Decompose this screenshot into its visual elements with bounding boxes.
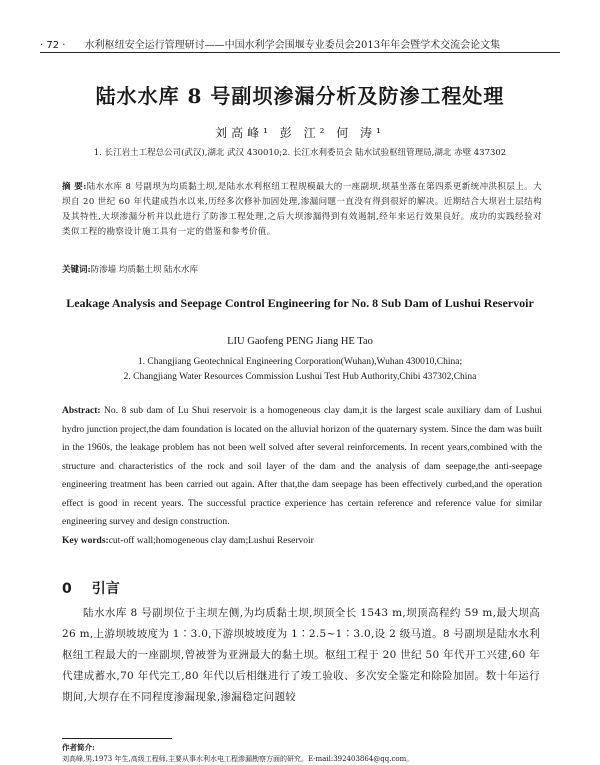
running-header <box>40 36 560 51</box>
header-rule <box>40 52 560 53</box>
abstract-en-text: No. 8 sub dam of Lu Shui reservoir is a homogeneous clay dam,it is the largest scale auxiliary dam of Lushui hydro junction project,the dam foundation is located on the alluvial horizon of the quaternary system. Since the dam was built in the 1960s, the leakage problem has not been well solved after several reinforcements. In recent years,combined with the structure and characteristics of the rock and soil layer of the dam and the analysis of dam seepage,the anti-seepage engineering treatment has been carried out again. After that,the dam seepage has been effectively curbed,and the operation effect is good in recent years. The successful practice experience has certain reference and reference value for similar engineering survey and design construction. <box>62 406 543 527</box>
keywords-en-text: cut-off wall;homogeneous clay dam;Lushui Reservoir <box>108 536 314 546</box>
section-heading <box>62 578 120 598</box>
affiliation-en-1: 1. Changjiang Geotechnical Engineering Corporation(Wuhan),Wuhan 430010,China; <box>137 357 463 367</box>
body-paragraph: 陆水水库 8 号副坝位于主坝左侧,为均质黏土坝,坝顶全长 1543 m,坝顶高程约 59 m,最大坝高 26 m,上游坝坡坡度为 1∶3.0,下游坝坡坡度为 1∶2.5~1∶3.0,设 2 级马道。8 号副坝是陆水水利枢纽工程最大的一座副坝,曾被誉为亚洲最大的黏土坝。枢纽工程于 20 世纪 50 年代开工兴建,60 年代建成蓄水,70 年代完工,80 年代以后相继进行了竣工验收、多次安全鉴定和除险加固。数十年运行期间,大坝存在不同程度渗漏现象,渗漏稳定问题较 <box>62 607 540 703</box>
authors-en: LIU Gaofeng PENG Jiang HE Tao <box>227 336 373 347</box>
abstract-en <box>62 402 542 532</box>
footnote-text: 刘高峰,男,1973 年生,高级工程师,主要从事水利水电工程渗漏勘察方面的研究。E-mail:392403864@qq.com。 <box>62 755 414 763</box>
abstract-cn-label: 摘 要: <box>62 182 87 192</box>
abstract-cn-text: 陆水水库 8 号副坝为均质黏土坝,是陆水水利枢纽工程规模最大的一座副坝,坝基坐落在第四系更新统冲洪积层上。大坝自 20 世纪 60 年代建成挡水以来,历经多次修补加固处理,渗漏问题一直没有得到很好的解决。近期结合大坝岩土层结构及其特性,大坝渗漏分析并以此进行了防渗工程处理,之后大坝渗漏得到有效遏制,经年来运行效果良好。成功的实践经验对类似工程的勘察设计施工具有一定的借鉴和参考价值。 <box>62 182 542 237</box>
abstract-en-label: Abstract: <box>62 406 101 416</box>
page-number: · 72 · <box>40 40 66 51</box>
footnote-label: 作者简介: <box>62 743 95 752</box>
keywords-cn-text: 防渗墙 均质黏土坝 陆水水库 <box>90 265 199 275</box>
running-title: 水利枢纽安全运行管理研讨——中国水利学会围堰专业委员会2013年年会暨学术交流会论文集 <box>84 40 501 51</box>
affiliations-en <box>0 355 600 385</box>
section-title: 引言 <box>91 581 120 597</box>
authors-cn: 刘高峰¹ 彭 江² 何 涛¹ <box>215 126 385 140</box>
keywords-cn-label: 关键词: <box>62 265 91 275</box>
affiliations-cn: 1. 长江岩土工程总公司(武汉),湖北 武汉 430010;2. 长江水利委员会 陆水试验枢纽管理局,湖北 赤壁 437302 <box>93 148 507 158</box>
abstract-cn <box>62 180 542 240</box>
paper-title-en: Leakage Analysis and Seepage Control Engineering for No. 8 Sub Dam of Lushui Reservoir <box>66 296 534 310</box>
keywords-en-label: Key words: <box>62 536 109 546</box>
affiliation-en-2: 2. Changjiang Water Resources Commission Lushui Test Hub Authority,Chibi 437302,China <box>123 372 477 382</box>
keywords-en <box>62 536 542 546</box>
keywords-cn <box>62 263 542 275</box>
footnote-rule <box>62 738 172 739</box>
paper-title-cn: 陆水水库 8 号副坝渗漏分析及防渗工程处理 <box>95 84 505 108</box>
section-number: 0 <box>62 581 72 597</box>
